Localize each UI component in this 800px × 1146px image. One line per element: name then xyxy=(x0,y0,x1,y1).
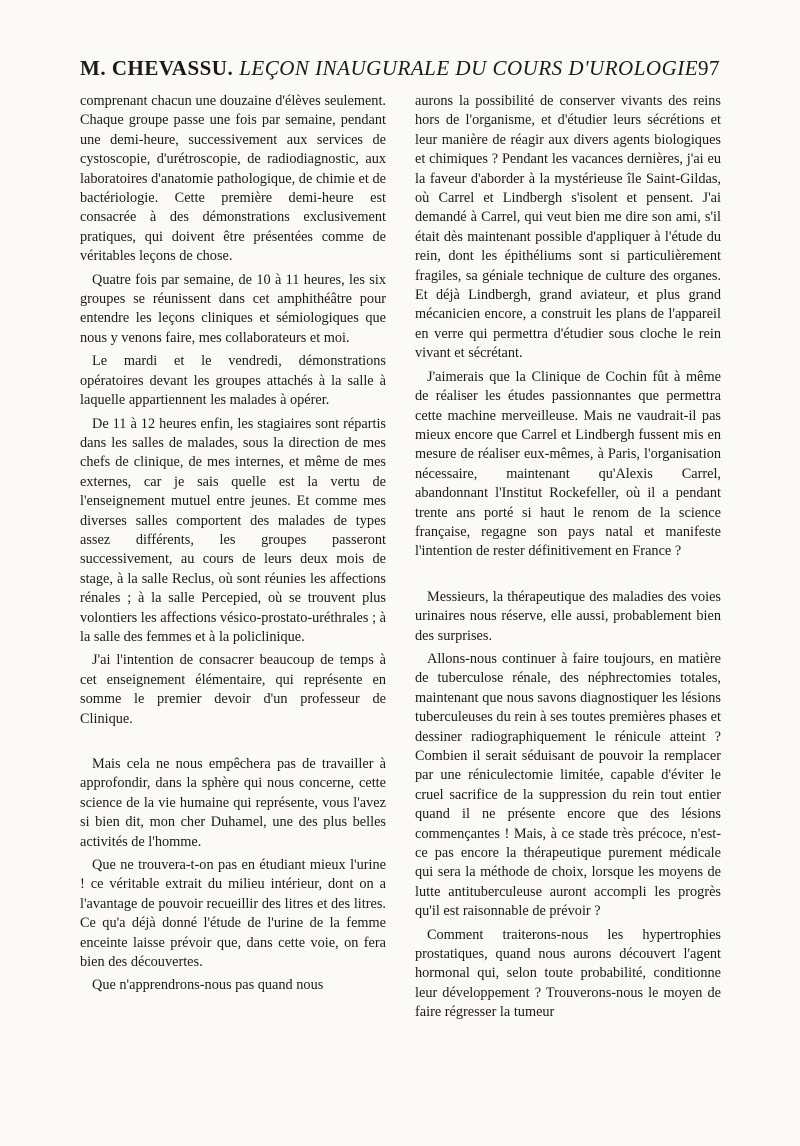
paragraph: J'ai l'intention de consacrer beaucoup de temps à cet enseignement élémentaire, qui représente en somme le premier devoir d'un professeur de Clinique. xyxy=(80,652,386,727)
paragraph: Messieurs, la thérapeutique des maladies des voies urinaires nous réserve, elle aussi, probablement bien des surprises. xyxy=(415,588,721,644)
paragraph: comprenant chacun une douzaine d'élèves seulement. Chaque groupe passe une fois par semaine, pendant une demi-heure, successivement aux services de cystoscopie, d'urétroscopie, de radiodiagnostic, aux laboratoires d'anatomie pathologique, de chimie et de bactériologie. Cette première demi-heure est consacrée à des démonstrations exclusivement pratiques, qui doivent être présentées comme de véritables leçons de chose. xyxy=(80,93,386,265)
paragraph: Que ne trouvera-t-on pas en étudiant mieux l'urine ! ce véritable extrait du milieu intérieur, dont on a l'avantage de pouvoir recueillir des litres et des litres. Ce qu'a déjà donné l'étude de l'urine de la femme enceinte laisse prévoir que, dans cette voie, on fera bien des découvertes. xyxy=(80,857,386,971)
running-header xyxy=(80,56,720,86)
paragraph: Comment traiterons-nous les hypertrophies prostatiques, quand nous aurons découvert l'agent hormonal qui, selon toute probabilité, conditionne leur développement ? Trouverons-nous le moyen de faire régresser la tumeur xyxy=(415,926,721,1021)
paragraph: De 11 à 12 heures enfin, les stagiaires sont répartis dans les salles de malades, sous la direction de mes chefs de clinique, de mes internes, et même de mes externes, car je sais quelle est la vertu de l'enseignement mutuel entre jeunes. Et comme mes diverses salles comportent des malades de types assez différents, les groupes passeront successivement, au cours de leurs deux mois de stage, à la salle Reclus, où sont réunies les affections rénales ; à la salle Percepied, où se trouvent plus volontiers les affections vésico-prostato-uréthrales ; à la salle des femmes et à la policlinique. xyxy=(80,415,386,645)
paragraph: Le mardi et le vendredi, démonstrations opératoires devant les groupes attachés à la salle à laquelle appartiennent les malades à opérer. xyxy=(80,353,386,409)
paragraph: Quatre fois par semaine, de 10 à 11 heures, les six groupes se réunissent dans cet amphithéâtre pour entendre les leçons cliniques et sémiologiques que nous y venons faire, mes collaborateurs et moi. xyxy=(80,271,386,346)
paragraph: J'aimerais que la Clinique de Cochin fût à même de réaliser les études passionnantes que permettra cette machine merveilleuse. Mais ne vaudrait-il pas mieux encore que Carrel et Lindbergh fussent mis en mesure de réaliser eux-mêmes, à Paris, l'organisation nécessaire, maintenant qu'Alexis Carrel, abandonnant l'Institut Rockefeller, où il a pendant trente ans porté si haut le renom de la science française, regagne son pays natal et manifeste l'intention de rester définitivement en France ? xyxy=(415,368,721,560)
paragraph: Que n'apprendrons-nous pas quand nous xyxy=(92,977,324,994)
header-author: M. CHEVASSU. xyxy=(80,56,234,80)
paragraph: aurons la possibilité de conserver vivants des reins hors de l'organisme, et d'étudier leurs sécrétions et leur manière de réagir aux divers agents biologiques et chimiques ? Pendant les vacances dernières, j'ai eu la faveur d'aborder à la mystérieuse île Saint-Gildas, où Carrel et Lindbergh s'isolent et pensent. J'ai demandé à Carrel, qui veut bien me dire son ami, s'il était dès maintenant possible d'appliquer à l'étude du rein, dont les épithéliums sont si particulièrement fragiles, sa géniale technique de culture des organes. Et déjà Lindbergh, grand aviateur, et plus grand mécanicien encore, a construit les plans de l'appareil en verre qui permettra d'étudier sous cloche le rein vivant et sécrétant. xyxy=(415,93,721,362)
paragraph: Allons-nous continuer à faire toujours, en matière de tuberculose rénale, des néphrectomies totales, maintenant que nous savons diagnostiquer les lésions tuberculeuses du rein à ses toutes premières phases et dessiner radiographiquement le rénicule atteint ? Combien il serait séduisant de pouvoir la remplacer par une réniculectomie limitée, capable d'éviter le cruel sacrifice de la suppression du rein tout entier quand il ne présente encore que des lésions commençantes ! Mais, à ce stade très précoce, n'est-ce pas encore la thérapeutique purement médicale qui sera la méthode de choix, lorsque les moyens de lutte antituberculeuse auront accompli les progrès qu'il est raisonnable de prévoir ? xyxy=(415,650,721,920)
right-column xyxy=(415,92,721,1023)
header-title: LEÇON INAUGURALE DU COURS D'UROLOGIE xyxy=(239,56,699,80)
page-number: 97 xyxy=(698,56,720,80)
paragraph: Mais cela ne nous empêchera pas de travailler à approfondir, dans la sphère qui nous concerne, cette science de la vie humaine qui représente, vous l'avez si bien dit, mon cher Duhamel, une des plus belles activités de l'homme. xyxy=(80,756,386,850)
left-column xyxy=(80,92,386,996)
